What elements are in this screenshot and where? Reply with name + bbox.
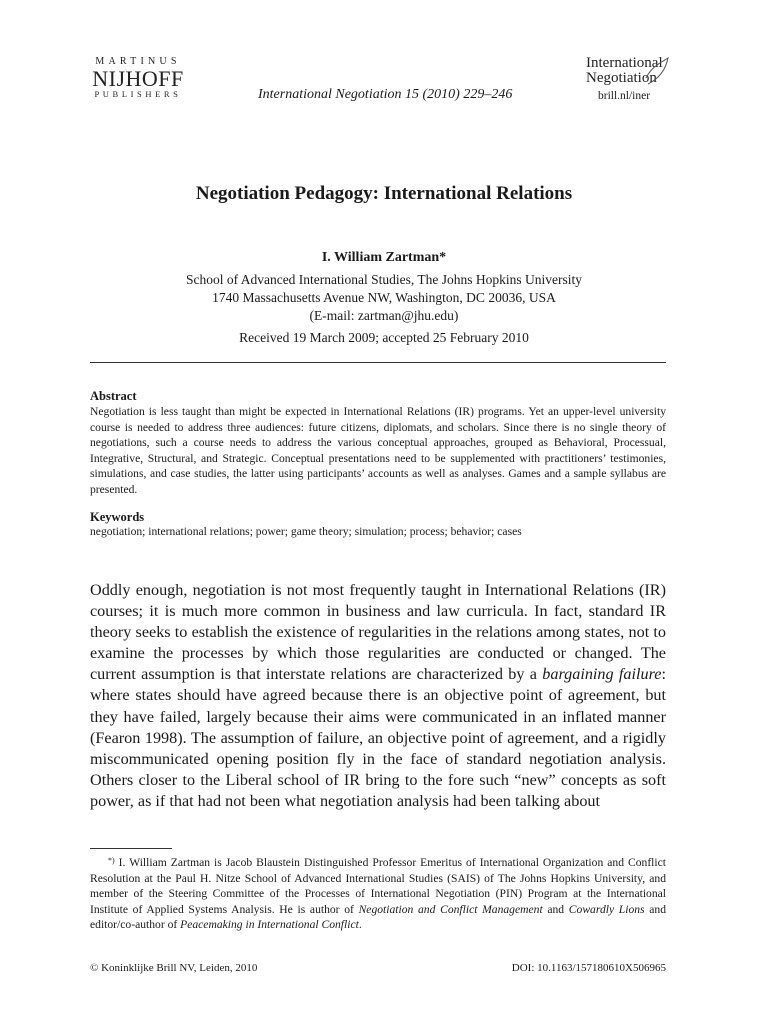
journal-logo (586, 56, 663, 86)
body-text-part2: : where states should have agreed because there is an objective point of agreement, but they have failed, largely because their aims were communicated in an inflated manner (Fearon 1998). The assumption of failure, an objective point of agreement, and a rigidly miscommunicated opening position fly in the face of standard negotiation analysis. Others closer to the Liberal school of IR bring to the fore such “new” concepts as soft power, as if that had not been what negotiation analysis had been talking about (90, 665, 666, 810)
received-dates: Received 19 March 2009; accepted 25 February 2010 (239, 330, 529, 345)
body-emphasis: bargaining failure (542, 665, 662, 684)
doi-link[interactable]: DOI: 10.1163/157180610X506965 (511, 962, 666, 974)
abstract-text: Negotiation is less taught than might be expected in International Relations (IR) programs. Yet an upper-level university course is needed to address three audiences: future citizens, diplomats, and scholars. Since there is no single theory of negotiations, such a course needs to address the various conceptual approaches, grouped as Behavioral, Processual, Integrative, Structural, and Strategic. Conceptual presentations need to be supplemented with practitioners’ testimonies, simulations, and case studies, the latter using participants’ accounts as well as analyses. Games and a sample syllabus are presented. (90, 405, 666, 496)
article-title: Negotiation Pedagogy: International Relations (195, 183, 573, 204)
keywords-text: negotiation; international relations; power; game theory; simulation; process; behavior; cases (90, 525, 522, 538)
abstract-heading: Abstract (90, 389, 137, 403)
header-divider (90, 362, 666, 363)
author-footnote (90, 853, 666, 933)
publisher-logo-top: MARTINUS (95, 56, 181, 67)
publisher-logo (89, 56, 187, 100)
keywords-heading: Keywords (90, 510, 145, 524)
footnote-book3: Peacemaking in International Conflict (180, 918, 359, 931)
journal-leaf-icon (642, 56, 672, 88)
footnote-text1: I. William Zartman is Jacob Blaustein Distinguished Professor Emeritus of International Organization and Conflict Resolution at the Paul H. Nitze School of Advanced International Studies (SAIS) of The Johns Hopkins University, and member of the Steering Committee of the Processes of International Negotiation (PIN) Program at the International Institute of Applied Systems Analysis. He is author of (90, 856, 666, 916)
footnote-and: and (542, 902, 569, 916)
footnote-book1: Negotiation and Conflict Management (358, 902, 543, 916)
footnote-book2: Cowardly Lions (568, 902, 645, 916)
body-paragraph (90, 580, 666, 812)
footnote-end: . (358, 918, 362, 931)
publisher-logo-bottom: PUBLISHERS (94, 89, 182, 99)
journal-url[interactable]: brill.nl/iner (598, 90, 651, 102)
journal-logo-line1: International (586, 55, 663, 71)
footnote-divider (90, 848, 172, 849)
author-affiliation: School of Advanced International Studies, The Johns Hopkins University (185, 272, 583, 287)
publisher-logo-name: NIJHOFF (92, 66, 184, 91)
footnote-marker: *) (108, 856, 115, 865)
body-text-part1: Oddly enough, negotiation is not most frequently taught in International Relations (IR) courses; it is much more common in business and law curricula. In fact, standard IR theory seeks to establish the existence of regularities in the relations among states, not to examine the processes by which those regularities are conducted or changed. The current assumption is that interstate relations are characterized by a (90, 581, 666, 684)
author-address: 1740 Massachusetts Avenue NW, Washington, DC 20036, USA (212, 290, 556, 305)
footnote-text2: and editor/co-author of (90, 902, 667, 931)
author-email[interactable]: (E-mail: zartman@jhu.edu) (309, 308, 459, 323)
copyright-notice: © Koninklijke Brill NV, Leiden, 2010 (90, 962, 258, 974)
journal-logo-line2: Negotiation (586, 70, 657, 86)
journal-citation: International Negotiation 15 (2010) 229–246 (258, 87, 513, 102)
article-author: I. William Zartman* (321, 250, 447, 265)
